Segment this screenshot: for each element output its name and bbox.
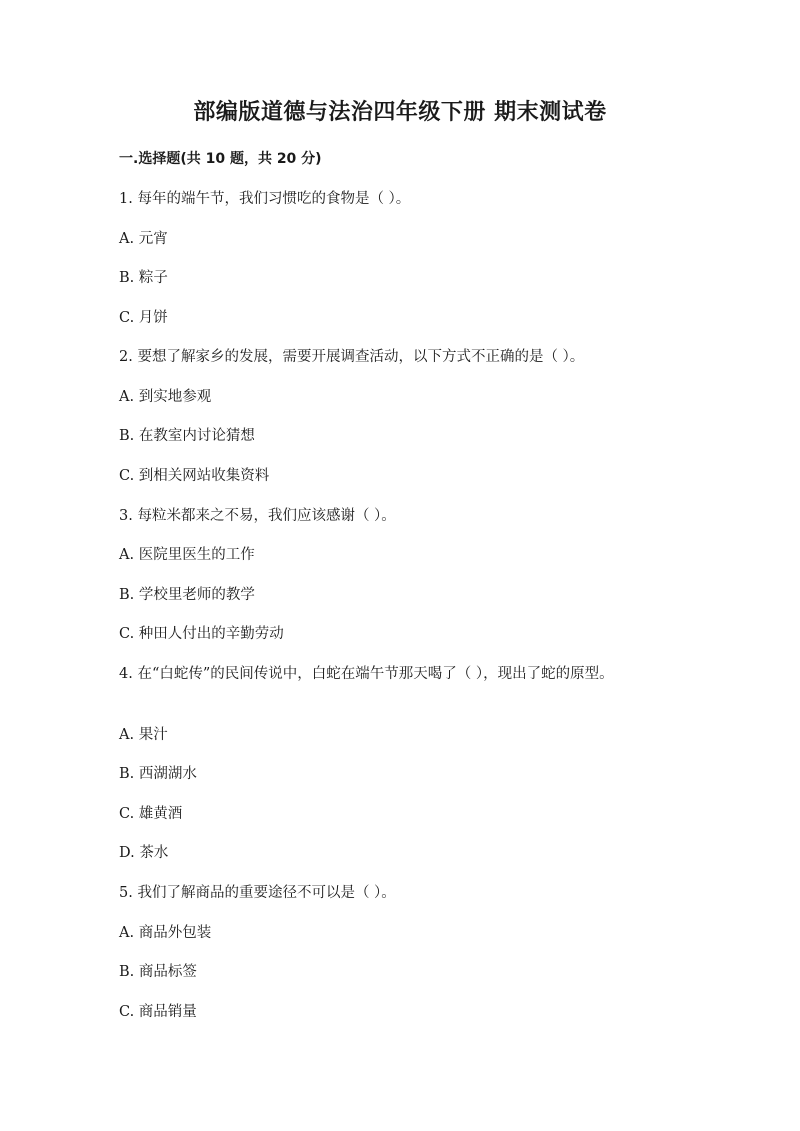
question-2-option-b: B. 在教室内讨论猜想 bbox=[119, 428, 255, 444]
question-1-option-c: C. 月饼 bbox=[119, 310, 168, 326]
question-5-option-a: A. 商品外包装 bbox=[119, 925, 212, 941]
question-1-option-a: A. 元宵 bbox=[119, 231, 168, 247]
question-4-option-a: A. 果汁 bbox=[119, 727, 168, 743]
question-5-option-c: C. 商品销量 bbox=[119, 1004, 197, 1020]
question-2-stem: 2. 要想了解家乡的发展，需要开展调查活动，以下方式不正确的是（ ）。 bbox=[119, 349, 585, 365]
question-1-option-b: B. 粽子 bbox=[119, 270, 168, 286]
question-4-option-b: B. 西湖湖水 bbox=[119, 766, 197, 782]
question-2-option-a: A. 到实地参观 bbox=[119, 389, 212, 405]
question-3-stem: 3. 每粒米都来之不易，我们应该感谢（ ）。 bbox=[119, 508, 396, 524]
question-5-stem: 5. 我们了解商品的重要途径不可以是（ ）。 bbox=[119, 885, 396, 901]
question-3-option-b: B. 学校里老师的教学 bbox=[119, 587, 255, 603]
question-3-option-a: A. 医院里医生的工作 bbox=[119, 547, 255, 563]
section-heading: 一.选择题(共 10 题，共 20 分) bbox=[119, 151, 322, 167]
question-3-option-c: C. 种田人付出的辛勤劳动 bbox=[119, 626, 284, 642]
question-4-option-c: C. 雄黄酒 bbox=[119, 806, 183, 822]
question-4-stem: 4. 在“白蛇传”的民间传说中，白蛇在端午节那天喝了（ ），现出了蛇的原型。 bbox=[119, 666, 614, 682]
question-4-option-d: D. 茶水 bbox=[119, 845, 169, 861]
question-5-option-b: B. 商品标签 bbox=[119, 964, 197, 980]
question-2-option-c: C. 到相关网站收集资料 bbox=[119, 468, 270, 484]
exam-title: 部编版道德与法治四年级下册 期末测试卷 bbox=[193, 100, 607, 125]
question-1-stem: 1. 每年的端午节，我们习惯吃的食物是（ ）。 bbox=[119, 191, 411, 207]
